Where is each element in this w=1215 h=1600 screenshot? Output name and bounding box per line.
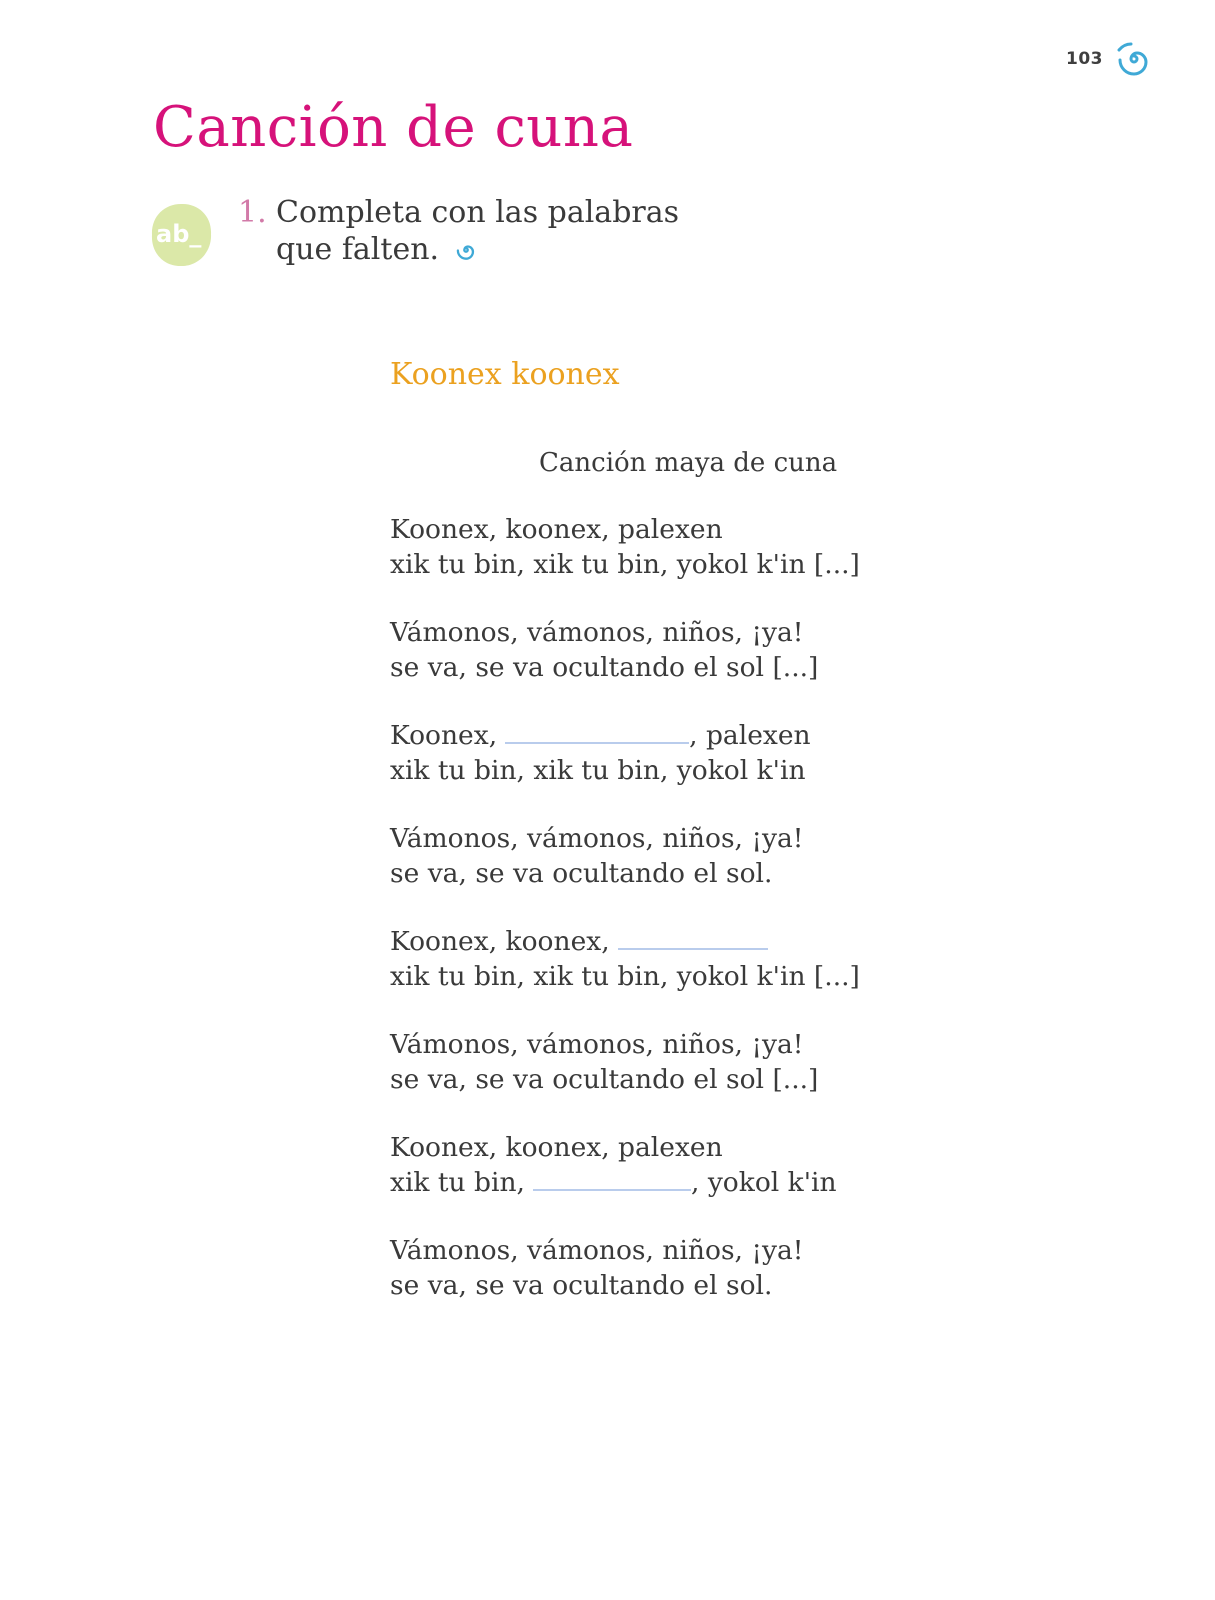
poem-subtitle: Canción maya de cuna <box>539 448 838 478</box>
stanza <box>390 1028 950 1097</box>
poem-line: xik tu bin, xik tu bin, yokol k'in [...] <box>390 960 860 992</box>
activity-badge <box>150 202 213 268</box>
page-number: 103 <box>1066 49 1103 69</box>
stanza <box>390 1131 950 1200</box>
instruction-line-2: que falten. <box>276 232 440 267</box>
stanza <box>390 822 950 891</box>
poem-line: se va, se va ocultando el sol. <box>390 1269 773 1301</box>
spiral-icon <box>455 234 477 269</box>
blank-answer-field[interactable] <box>505 722 689 744</box>
poem-line-end: , palexen <box>689 720 811 751</box>
poem-line <box>390 925 950 960</box>
stanzas <box>390 513 950 1303</box>
poem-line: se va, se va ocultando el sol [...] <box>390 651 819 683</box>
page-header <box>1066 40 1153 78</box>
stanza <box>390 719 950 788</box>
poem-line: Vámonos, vámonos, niños, ¡ya! <box>390 1029 804 1060</box>
stanza <box>390 616 950 685</box>
page-title: Canción de cuna <box>153 95 634 160</box>
poem-title: Koonex koonex <box>390 357 620 392</box>
poem-line <box>390 719 950 754</box>
poem-line: Vámonos, vámonos, niños, ¡ya! <box>390 617 804 648</box>
spiral-icon <box>1115 40 1153 78</box>
stanza <box>390 513 950 582</box>
badge-text: ab_ <box>156 220 202 248</box>
poem <box>390 355 950 1337</box>
stanza <box>390 1234 950 1303</box>
stanza <box>390 925 950 994</box>
poem-line-start: xik tu bin, <box>390 1166 525 1198</box>
poem-line: Koonex, koonex, palexen <box>390 514 723 545</box>
poem-line: xik tu bin, xik tu bin, yokol k'in [...] <box>390 548 860 580</box>
poem-line: Vámonos, vámonos, niños, ¡ya! <box>390 823 804 854</box>
poem-line: Koonex, koonex, palexen <box>390 1132 723 1163</box>
poem-line-start: Koonex, koonex, <box>390 926 610 957</box>
poem-line: Vámonos, vámonos, niños, ¡ya! <box>390 1235 804 1266</box>
poem-line-start: Koonex, <box>390 720 498 751</box>
poem-line: se va, se va ocultando el sol [...] <box>390 1063 819 1095</box>
instruction-line-1: Completa con las palabras <box>276 195 680 230</box>
activity-instruction <box>238 194 679 270</box>
poem-line <box>390 1166 950 1201</box>
poem-line: se va, se va ocultando el sol. <box>390 857 773 889</box>
blank-answer-field[interactable] <box>618 928 768 950</box>
blank-answer-field[interactable] <box>533 1169 691 1191</box>
poem-line: xik tu bin, xik tu bin, yokol k'in <box>390 754 806 786</box>
poem-line-end: , yokol k'in <box>690 1166 837 1198</box>
instruction-number: 1. <box>238 195 267 230</box>
